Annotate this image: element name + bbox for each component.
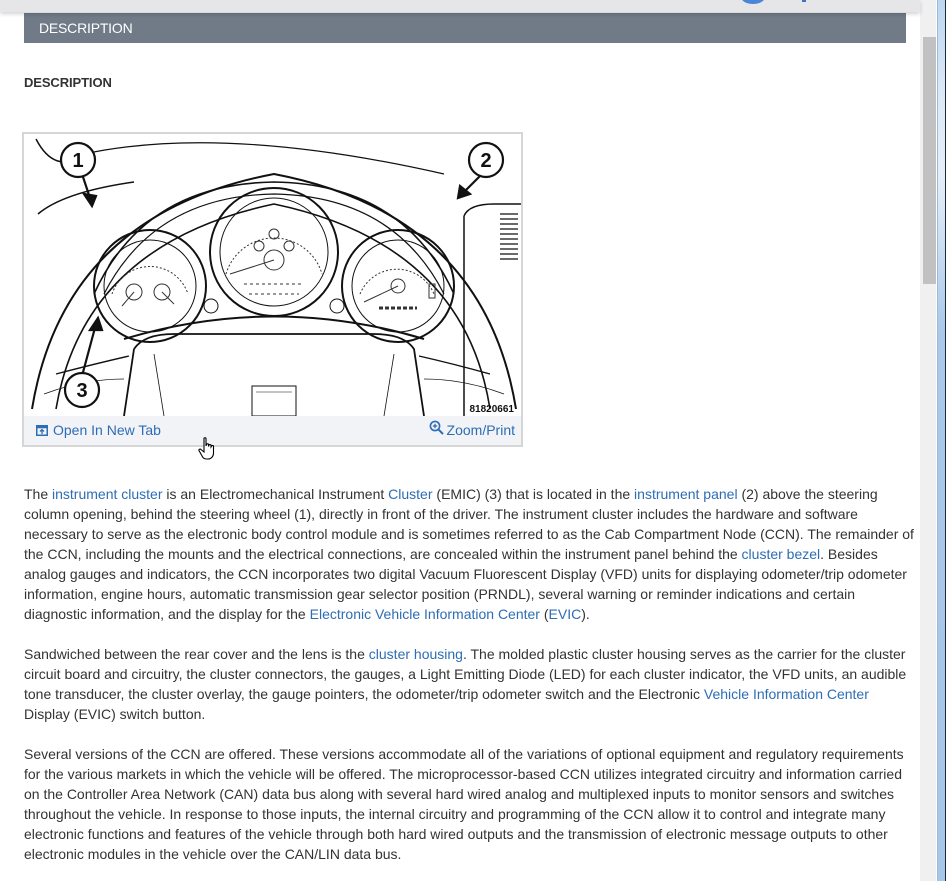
paragraph-text: is an Electromechanical Instrument bbox=[162, 486, 389, 502]
top-toolbar bbox=[0, 0, 920, 12]
figure-toolbar bbox=[24, 416, 521, 445]
hand-pointer-cursor-icon bbox=[198, 437, 218, 461]
paragraph-text: ). bbox=[581, 606, 590, 622]
callout-2-label: 2 bbox=[480, 150, 492, 172]
section-header bbox=[24, 13, 906, 43]
paragraph-2 bbox=[24, 644, 914, 724]
figure-number: 81820661 bbox=[469, 404, 514, 415]
inline-link[interactable]: cluster housing bbox=[368, 646, 463, 662]
paragraph-text: Several versions of the CCN are offered. These versions accommodate all of the variations of optional equipment and regulatory requirements for the various markets in which the vehicle will be offered. The microprocessor-based CCN utilizes integrated circuitry and information carried on the Controller Area Network (CAN) data bus along with several hard wired analog and multiplexed inputs to monitor sensors and switches throughout the vehicle. In response to those inputs, the internal circuitry and programming of the CCN allow it to control and integrate many electronic functions and features of the vehicle through both hard wired outputs and the transmission of electronic message outputs to other electronic modules in the vehicle over the CAN/LIN data bus. bbox=[24, 746, 904, 862]
inline-link[interactable]: Cluster bbox=[388, 486, 433, 502]
paragraph-1 bbox=[24, 484, 914, 624]
paragraph-text: ( bbox=[539, 606, 549, 622]
open-in-new-tab-label: Open In New Tab bbox=[53, 422, 161, 438]
section-header-title: DESCRIPTION bbox=[39, 20, 133, 36]
callout-1-label: 1 bbox=[72, 150, 84, 172]
paragraph-3 bbox=[24, 744, 914, 864]
inline-link[interactable]: Electronic Vehicle Information Center bbox=[309, 606, 540, 622]
description-heading: DESCRIPTION bbox=[24, 75, 112, 90]
inline-link[interactable]: cluster bezel bbox=[741, 546, 821, 562]
inline-link[interactable]: instrument cluster bbox=[52, 486, 163, 502]
paragraph-text: Sandwiched between the rear cover and the lens is the bbox=[24, 646, 369, 662]
paragraph-text: . The molded plastic cluster housing serves as the carrier for the cluster circuit board and circuitry, the cluster connectors, the gauges, a Light Emitting Diode (LED) for each cluster indicator, the VFD units, an audible tone transducer, the cluster overlay, the gauge pointers, the odometer/trip odometer switch and the Electronic bbox=[24, 646, 907, 702]
open-in-new-tab-link[interactable] bbox=[36, 422, 161, 438]
figure-instrument-cluster bbox=[22, 132, 523, 447]
zoom-print-link[interactable] bbox=[429, 422, 515, 438]
paragraph-text: (EMIC) (3) that is located in the bbox=[432, 486, 635, 502]
inline-link[interactable]: instrument panel bbox=[634, 486, 738, 502]
paragraph-text: . Besides analog gauges and indicators, the CCN incorporates two digital Vacuum Fluorescent Display (VFD) units for displaying odometer/trip odometer information, engine hours, automatic transmission gear selector position (PRNDL), several warning or reminder indications and certain diagnostic information, and the display for the bbox=[24, 546, 907, 622]
paragraph-text: The bbox=[24, 486, 53, 502]
open-new-tab-icon bbox=[36, 425, 48, 436]
window-edge bbox=[937, 0, 946, 881]
paragraph-text: Display (EVIC) switch button. bbox=[24, 706, 206, 722]
zoom-print-label: Zoom/Print bbox=[446, 422, 515, 438]
scrollbar-thumb[interactable] bbox=[923, 37, 936, 284]
inline-link[interactable]: Vehicle Information Center bbox=[703, 686, 869, 702]
instrument-cluster-diagram[interactable] bbox=[24, 134, 521, 416]
callout-3-label: 3 bbox=[76, 380, 88, 402]
menu-icon[interactable] bbox=[802, 0, 806, 2]
inline-link[interactable]: EVIC bbox=[548, 606, 582, 622]
zoom-in-icon bbox=[429, 420, 444, 435]
paragraph-text: (2) above the steering column opening, behind the steering wheel (1), directly in front of the driver. The instrument cluster includes the hardware and software necessary to serve as the electronic body control module and is sometimes referred to as the Cab Compartment Node (CCN). The remainder of the CCN, including the mounts and the electrical connections, are concealed within the instrument panel behind the bbox=[24, 486, 914, 562]
user-avatar-icon[interactable] bbox=[741, 0, 765, 4]
